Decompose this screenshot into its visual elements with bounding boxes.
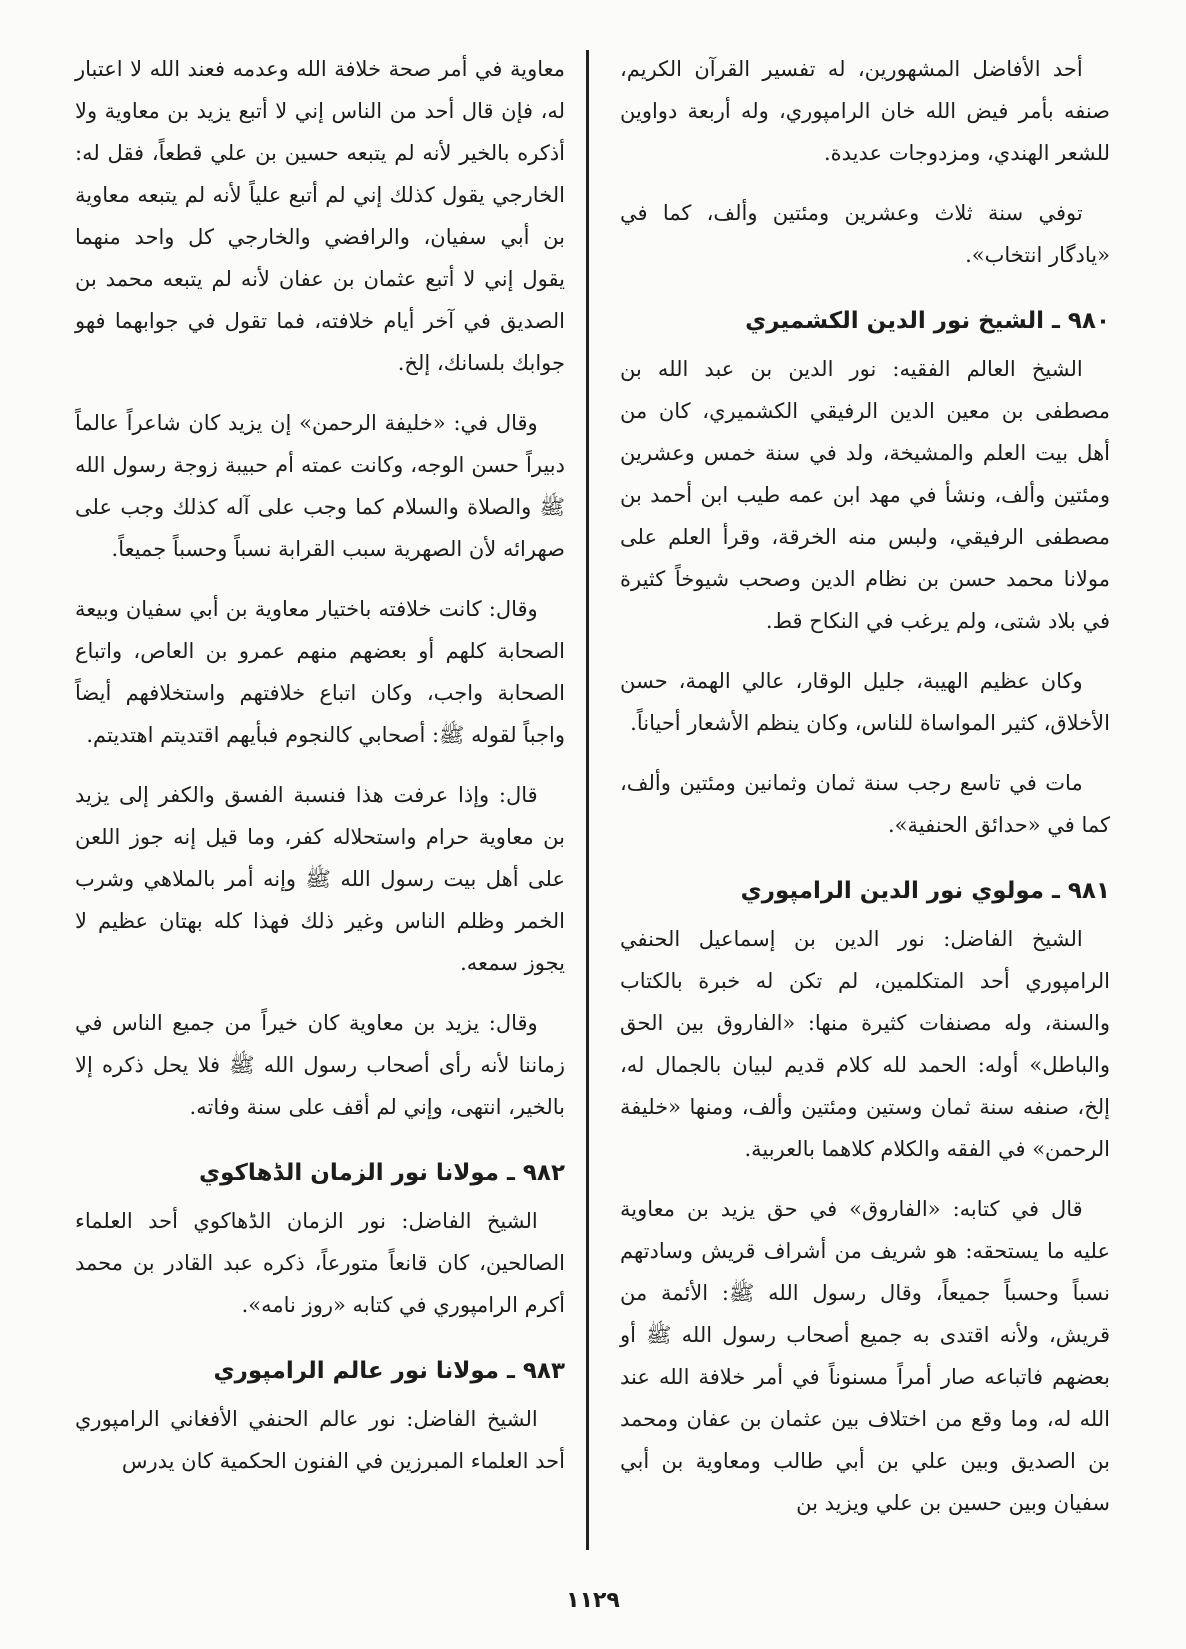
paragraph: الشيخ العالم الفقيه: نور الدين بن عبد الله بن مصطفى بن معين الدين الرفيقي الكشميري، كان من أهل بيت العلم والمشيخة، ولد في سنة خمس وعشرين ومئتين وألف، ونشأ في مهد ابن عمه طيب ابن أحمد بن مصطفى الرفيقي، ولبس منه الخرقة، وقرأ العلم على مولانا محمد حسن بن نظام الدين وصحب شيوخاً كثيرة في بلاد شتى، ولم يرغب في النكاح قط. xyxy=(620,357,1110,633)
paragraph: قال: وإذا عرفت هذا فنسبة الفسق والكفر إلى يزيد بن معاوية حرام واستحلاله كفر، وما قيل إنه جوز اللعن على أهل بيت رسول الله ﷺ وإنه أمر بالملاهي وشرب الخمر وظلم الناس وغير ذلك فهذا كله بهتان عظيم لا يجوز سمعه. xyxy=(75,783,565,975)
paragraph: وكان عظيم الهيبة، جليل الوقار، عالي الهمة، حسن الأخلاق، كثير المواساة للناس، وكان ينظم الأشعار أحياناً. xyxy=(620,669,1110,735)
paragraph: وقال: كانت خلافته باختيار معاوية بن أبي سفيان وبيعة الصحابة كلهم أو بعضهم منهم عمرو بن العاص، واتباع الصحابة واجب، وكان اتباع خلافتهم واستخلافهم أيضاً واجباً لقوله ﷺ: أصحابي كالنجوم فبأيهم اقتديتم اهتديتم. xyxy=(75,597,565,747)
column-divider xyxy=(586,50,589,1550)
paragraph: قال في كتابه: «الفاروق» في حق يزيد بن معاوية عليه ما يستحقه: هو شريف من أشراف قريش وسادتهم نسباً وحسباً جميعاً، وقال رسول الله ﷺ: الأئمة من قريش، ولأنه اقتدى به جميع أصحاب رسول الله ﷺ أو بعضهم فاتباعه صار أمراً مسنوناً في أمر خلافة الله عند الله له، وما وقع من اختلاف بين عثمان بن عفان ومحمد بن الصديق وبين علي بن أبي طالب ومعاوية بن أبي سفيان وبين حسين بن علي ويزيد بن xyxy=(620,1197,1110,1515)
entry-heading-983: ٩٨٣ ـ مولانا نور عالم الرامپوري xyxy=(213,1358,565,1384)
paragraph: الشيخ الفاضل: نور الزمان الڈهاكوي أحد العلماء الصالحين، كان قانعاً متورعاً، ذكره عبد القادر بن محمد أكرم الرامپوري في كتابه «روز نامه». xyxy=(75,1209,565,1317)
paragraph: الشيخ الفاضل: نور عالم الحنفي الأفغاني الرامپوري أحد العلماء المبرزين في الفنون الحكمية كان يدرس xyxy=(75,1407,565,1473)
paragraph: توفي سنة ثلاث وعشرين ومئتين وألف، كما في «يادگار انتخاب». xyxy=(620,201,1110,267)
paragraph: معاوية في أمر صحة خلافة الله وعدمه فعند الله لا اعتبار له، فإن قال أحد من الناس إني لا أتبع يزيد بن معاوية ولا أذكره بالخير لأنه لم يتبعه حسين بن علي قطعاً، فقل له: الخارجي يقول كذلك إني لم أتبع علياً لأنه لم يتبعه معاوية بن أبي سفيان، والرافضي والخارجي كل واحد منهما يقول إني لا أتبع عثمان بن عفان لأنه لم يتبعه محمد بن الصديق في آخر أيام خلافته، فما تقول في جوابهما فهو جوابك بلسانك، إلخ. xyxy=(75,57,565,375)
entry-heading-980: ٩٨٠ ـ الشيخ نور الدين الكشميري xyxy=(745,308,1110,334)
paragraph: الشيخ الفاضل: نور الدين بن إسماعيل الحنفي الرامپوري أحد المتكلمين، لم تكن له خبرة بالكتاب والسنة، وله مصنفات كثيرة منها: «الفاروق بين الحق والباطل» أوله: الحمد لله كلام قديم لبيان بالجمال له، إلخ، صنفه سنة ثمان وستين ومئتين وألف، ومنها «خليفة الرحمن» في الفقه والكلام كلاهما بالعربية. xyxy=(620,927,1110,1161)
paragraph: مات في تاسع رجب سنة ثمان وثمانين ومئتين وألف، كما في «حدائق الحنفية». xyxy=(620,771,1110,837)
entry-heading-981: ٩٨١ ـ مولوي نور الدين الرامپوري xyxy=(740,878,1110,904)
page-number: ١١٢٩ xyxy=(566,1588,620,1613)
paragraph: وقال في: «خليفة الرحمن» إن يزيد كان شاعراً عالماً دبيراً حسن الوجه، وكانت عمته أم حبيبة زوجة رسول الله ﷺ والصلاة والسلام كما وجب على آله كذلك وجب على صهرائه لأن الصهرية سبب القرابة نسباً وحسباً جميعاً. xyxy=(75,411,565,561)
paragraph: وقال: يزيد بن معاوية كان خيراً من جميع الناس في زماننا لأنه رأى أصحاب رسول الله ﷺ فلا يحل ذكره إلا بالخير، انتهى، وإني لم أقف على سنة وفاته. xyxy=(75,1011,565,1119)
left-column xyxy=(75,48,565,1500)
paragraph: أحد الأفاضل المشهورين، له تفسير القرآن الكريم، صنفه بأمر فيض الله خان الرامپوري، وله أربعة دواوين للشعر الهندي، ومزدوجات عديدة. xyxy=(620,57,1110,165)
right-column xyxy=(620,48,1110,1542)
entry-heading-982: ٩٨٢ ـ مولانا نور الزمان الڈهاكوي xyxy=(199,1160,565,1186)
